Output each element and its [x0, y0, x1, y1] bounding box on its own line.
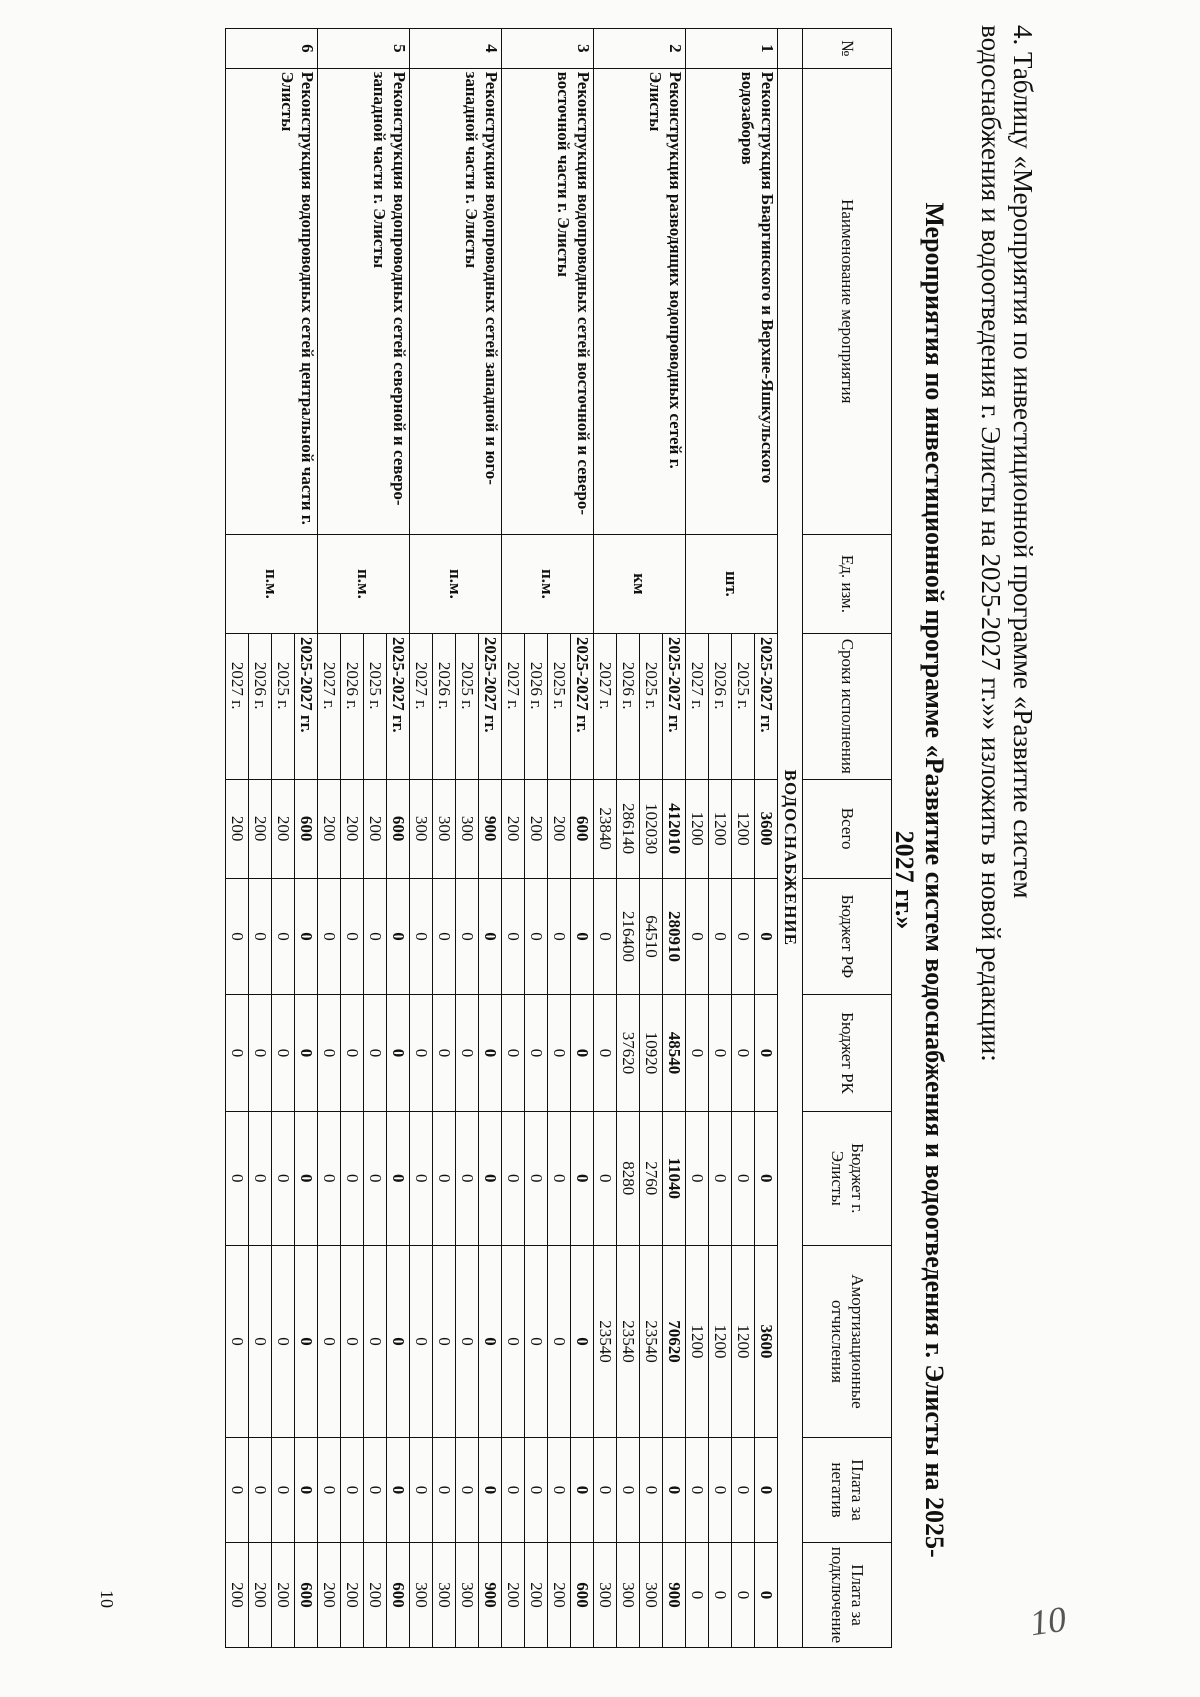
period-cell: 2027 г. [410, 633, 433, 779]
negative-fee-cell: 0 [663, 1438, 686, 1543]
connection-fee-cell: 900 [479, 1543, 502, 1648]
amortization-cell: 1200 [732, 1245, 755, 1437]
header-name: Наименование мероприятия [803, 68, 892, 534]
connection-fee-cell: 900 [663, 1543, 686, 1648]
budget-rf-cell: 0 [341, 878, 364, 995]
budget-rf-cell: 0 [295, 878, 318, 995]
negative-fee-cell: 0 [272, 1438, 295, 1543]
amortization-cell: 1200 [709, 1245, 732, 1437]
connection-fee-cell: 200 [272, 1543, 295, 1648]
period-cell: 2027 г. [502, 633, 525, 779]
budget-rk-cell: 0 [295, 995, 318, 1112]
budget-rk-cell: 0 [341, 995, 364, 1112]
budget-rf-cell: 280910 [663, 878, 686, 995]
amortization-cell: 0 [249, 1245, 272, 1437]
amortization-cell: 3600 [755, 1245, 778, 1437]
item-name: Реконструкция водопроводных сетей западной и юго-западной части г. Элисты [410, 68, 502, 534]
amortization-cell: 0 [341, 1245, 364, 1437]
budget-city-cell: 0 [594, 1111, 617, 1245]
total-cell: 200 [364, 779, 387, 878]
budget-rk-cell: 0 [364, 995, 387, 1112]
connection-fee-cell: 200 [318, 1543, 341, 1648]
budget-rf-cell: 0 [571, 878, 594, 995]
total-cell: 200 [548, 779, 571, 878]
negative-fee-cell: 0 [617, 1438, 640, 1543]
budget-rf-cell: 216400 [617, 878, 640, 995]
item-name: Реконструкция водопроводных сетей восточной и северо-восточной части г. Элисты [502, 68, 594, 534]
budget-city-cell: 0 [525, 1111, 548, 1245]
budget-rk-cell: 10920 [640, 995, 663, 1112]
amortization-cell: 0 [502, 1245, 525, 1437]
item-number: 1 [686, 29, 778, 69]
budget-rf-cell: 0 [433, 878, 456, 995]
budget-rf-cell: 64510 [640, 878, 663, 995]
period-cell: 2025 г. [640, 633, 663, 779]
budget-rk-cell: 0 [755, 995, 778, 1112]
item-name: Реконструкция водопроводных сетей центральной части г. Элисты [226, 68, 318, 534]
budget-rk-cell: 0 [686, 995, 709, 1112]
period-cell: 2025-2027 гг. [295, 633, 318, 779]
budget-city-cell: 0 [410, 1111, 433, 1245]
budget-city-cell: 8280 [617, 1111, 640, 1245]
negative-fee-cell: 0 [318, 1438, 341, 1543]
header-budget-rf: Бюджет РФ [803, 878, 892, 995]
budget-rk-cell: 0 [456, 995, 479, 1112]
budget-rf-cell: 0 [755, 878, 778, 995]
period-cell: 2025-2027 гг. [755, 633, 778, 779]
connection-fee-cell: 0 [686, 1543, 709, 1648]
budget-city-cell: 0 [272, 1111, 295, 1245]
period-cell: 2025 г. [272, 633, 295, 779]
total-cell: 102030 [640, 779, 663, 878]
total-cell: 600 [387, 779, 410, 878]
header-num: № [803, 29, 892, 69]
budget-rk-cell: 0 [571, 995, 594, 1112]
budget-city-cell: 0 [709, 1111, 732, 1245]
period-cell: 2025-2027 гг. [663, 633, 686, 779]
connection-fee-cell: 200 [502, 1543, 525, 1648]
item-number: 4 [410, 29, 502, 69]
item-name: Реконструкция Бваргинского и Верхне-Яшкульского водозаборов [686, 68, 778, 534]
connection-fee-cell: 200 [548, 1543, 571, 1648]
amortization-cell: 23540 [640, 1245, 663, 1437]
section-row [778, 29, 803, 1648]
connection-fee-cell: 300 [410, 1543, 433, 1648]
handwritten-page-mark: 10 [1027, 1598, 1069, 1644]
budget-city-cell: 0 [295, 1111, 318, 1245]
negative-fee-cell: 0 [387, 1438, 410, 1543]
amortization-cell: 23540 [617, 1245, 640, 1437]
total-cell: 1200 [686, 779, 709, 878]
amortization-cell: 0 [272, 1245, 295, 1437]
budget-city-cell: 11040 [663, 1111, 686, 1245]
budget-rk-cell: 0 [387, 995, 410, 1112]
amortization-cell: 0 [295, 1245, 318, 1437]
negative-fee-cell: 0 [502, 1438, 525, 1543]
total-cell: 600 [295, 779, 318, 878]
connection-fee-cell: 300 [433, 1543, 456, 1648]
total-cell: 200 [525, 779, 548, 878]
header-total: Всего [803, 779, 892, 878]
header-amortization: Амортизационные отчисления [803, 1245, 892, 1437]
total-cell: 900 [479, 779, 502, 878]
negative-fee-cell: 0 [456, 1438, 479, 1543]
item-name: Реконструкция разводящих водопроводных сетей г. Элисты [594, 68, 686, 534]
budget-rk-cell: 0 [502, 995, 525, 1112]
budget-rf-cell: 0 [272, 878, 295, 995]
connection-fee-cell: 0 [755, 1543, 778, 1648]
table-header-row [803, 29, 892, 1648]
negative-fee-cell: 0 [571, 1438, 594, 1543]
amortization-cell: 0 [226, 1245, 249, 1437]
item-number: 5 [318, 29, 410, 69]
period-cell: 2025 г. [548, 633, 571, 779]
header-negative-fee: Плата за негатив [803, 1438, 892, 1543]
budget-rk-cell: 0 [410, 995, 433, 1112]
item-number: 2 [594, 29, 686, 69]
period-cell: 2025-2027 гг. [479, 633, 502, 779]
amortization-cell: 23540 [594, 1245, 617, 1437]
table-row-total [755, 29, 778, 1648]
amortization-cell: 1200 [686, 1245, 709, 1437]
total-cell: 200 [226, 779, 249, 878]
item-unit: км [594, 534, 686, 633]
budget-rf-cell: 0 [364, 878, 387, 995]
budget-rk-cell: 0 [732, 995, 755, 1112]
amortization-cell: 0 [571, 1245, 594, 1437]
budget-city-cell: 2760 [640, 1111, 663, 1245]
item-number: 3 [502, 29, 594, 69]
item-unit: п.м. [318, 534, 410, 633]
budget-rk-cell: 0 [433, 995, 456, 1112]
budget-rk-cell: 0 [525, 995, 548, 1112]
budget-rf-cell: 0 [709, 878, 732, 995]
total-cell: 1200 [732, 779, 755, 878]
budget-city-cell: 0 [732, 1111, 755, 1245]
period-cell: 2026 г. [433, 633, 456, 779]
budget-rk-cell: 0 [594, 995, 617, 1112]
item-unit: п.м. [502, 534, 594, 633]
total-cell: 23840 [594, 779, 617, 878]
total-cell: 200 [341, 779, 364, 878]
item-number: 6 [226, 29, 318, 69]
period-cell: 2025-2027 гг. [571, 633, 594, 779]
period-cell: 2025 г. [364, 633, 387, 779]
negative-fee-cell: 0 [548, 1438, 571, 1543]
amortization-cell: 70620 [663, 1245, 686, 1437]
budget-rf-cell: 0 [732, 878, 755, 995]
period-cell: 2027 г. [686, 633, 709, 779]
total-cell: 200 [272, 779, 295, 878]
budget-rk-cell: 0 [226, 995, 249, 1112]
negative-fee-cell: 0 [640, 1438, 663, 1543]
section-spacer [778, 29, 803, 69]
amortization-cell: 0 [548, 1245, 571, 1437]
connection-fee-cell: 300 [456, 1543, 479, 1648]
budget-city-cell: 0 [755, 1111, 778, 1245]
total-cell: 1200 [709, 779, 732, 878]
header-unit: Ед. изм. [803, 534, 892, 633]
connection-fee-cell: 0 [732, 1543, 755, 1648]
budget-rk-cell: 0 [249, 995, 272, 1112]
budget-rf-cell: 0 [226, 878, 249, 995]
period-cell: 2027 г. [226, 633, 249, 779]
budget-rk-cell: 48540 [663, 995, 686, 1112]
negative-fee-cell: 0 [433, 1438, 456, 1543]
connection-fee-cell: 300 [617, 1543, 640, 1648]
header-connection-fee: Плата за подключение [803, 1543, 892, 1648]
negative-fee-cell: 0 [686, 1438, 709, 1543]
amortization-cell: 0 [387, 1245, 410, 1437]
budget-city-cell: 0 [686, 1111, 709, 1245]
budget-rf-cell: 0 [249, 878, 272, 995]
connection-fee-cell: 300 [594, 1543, 617, 1648]
budget-city-cell: 0 [548, 1111, 571, 1245]
period-cell: 2026 г. [617, 633, 640, 779]
table-row-total [663, 29, 686, 1648]
table-row-total [479, 29, 502, 1648]
period-cell: 2026 г. [525, 633, 548, 779]
budget-rf-cell: 0 [525, 878, 548, 995]
amortization-cell: 0 [525, 1245, 548, 1437]
budget-city-cell: 0 [456, 1111, 479, 1245]
amortization-cell: 0 [456, 1245, 479, 1437]
total-cell: 600 [571, 779, 594, 878]
period-cell: 2026 г. [709, 633, 732, 779]
section-label: ВОДОСНАБЖЕНИЕ [778, 68, 803, 1647]
header-budget-city: Бюджет г. Элисты [803, 1111, 892, 1245]
period-cell: 2025 г. [732, 633, 755, 779]
budget-rf-cell: 0 [456, 878, 479, 995]
period-cell: 2026 г. [249, 633, 272, 779]
table-row-total [571, 29, 594, 1648]
budget-rf-cell: 0 [410, 878, 433, 995]
negative-fee-cell: 0 [525, 1438, 548, 1543]
period-cell: 2027 г. [318, 633, 341, 779]
budget-rf-cell: 0 [387, 878, 410, 995]
budget-city-cell: 0 [479, 1111, 502, 1245]
negative-fee-cell: 0 [732, 1438, 755, 1543]
intro-paragraph: 4. Таблицу «Мероприятия по инвестиционной программе «Развитие систем водоснабжения и водоотведения г. Элисты на 2025-2027 гг.»» изложить в новой редакции: [976, 25, 1038, 1062]
budget-city-cell: 0 [364, 1111, 387, 1245]
total-cell: 200 [249, 779, 272, 878]
budget-city-cell: 0 [341, 1111, 364, 1245]
page-number: 10 [97, 1590, 117, 1608]
amortization-cell: 0 [433, 1245, 456, 1437]
total-cell: 200 [502, 779, 525, 878]
budget-rf-cell: 0 [318, 878, 341, 995]
period-cell: 2025-2027 гг. [387, 633, 410, 779]
connection-fee-cell: 600 [571, 1543, 594, 1648]
negative-fee-cell: 0 [295, 1438, 318, 1543]
negative-fee-cell: 0 [410, 1438, 433, 1543]
budget-rk-cell: 0 [548, 995, 571, 1112]
budget-rk-cell: 0 [709, 995, 732, 1112]
budget-city-cell: 0 [571, 1111, 594, 1245]
budget-rk-cell: 0 [318, 995, 341, 1112]
total-cell: 286140 [617, 779, 640, 878]
budget-rf-cell: 0 [686, 878, 709, 995]
budget-city-cell: 0 [318, 1111, 341, 1245]
item-unit: шт. [686, 534, 778, 633]
negative-fee-cell: 0 [479, 1438, 502, 1543]
total-cell: 300 [410, 779, 433, 878]
budget-city-cell: 0 [387, 1111, 410, 1245]
connection-fee-cell: 200 [364, 1543, 387, 1648]
budget-rf-cell: 0 [502, 878, 525, 995]
budget-city-cell: 0 [502, 1111, 525, 1245]
connection-fee-cell: 600 [295, 1543, 318, 1648]
amortization-cell: 0 [364, 1245, 387, 1437]
header-budget-rk: Бюджет РК [803, 995, 892, 1112]
table-row-total [295, 29, 318, 1648]
item-name: Реконструкция водопроводных сетей северной и северо-западной части г. Элисты [318, 68, 410, 534]
connection-fee-cell: 200 [525, 1543, 548, 1648]
negative-fee-cell: 0 [755, 1438, 778, 1543]
budget-rk-cell: 37620 [617, 995, 640, 1112]
item-unit: п.м. [226, 534, 318, 633]
investment-table [225, 28, 892, 1648]
negative-fee-cell: 0 [594, 1438, 617, 1543]
negative-fee-cell: 0 [226, 1438, 249, 1543]
header-period: Сроки исполнения [803, 633, 892, 779]
item-unit: п.м. [410, 534, 502, 633]
connection-fee-cell: 600 [387, 1543, 410, 1648]
budget-rf-cell: 0 [479, 878, 502, 995]
budget-rf-cell: 0 [594, 878, 617, 995]
budget-city-cell: 0 [433, 1111, 456, 1245]
total-cell: 412010 [663, 779, 686, 878]
connection-fee-cell: 200 [341, 1543, 364, 1648]
budget-rk-cell: 0 [272, 995, 295, 1112]
connection-fee-cell: 200 [249, 1543, 272, 1648]
budget-city-cell: 0 [249, 1111, 272, 1245]
table-row-total [387, 29, 410, 1648]
total-cell: 300 [433, 779, 456, 878]
negative-fee-cell: 0 [341, 1438, 364, 1543]
negative-fee-cell: 0 [364, 1438, 387, 1543]
period-cell: 2026 г. [341, 633, 364, 779]
amortization-cell: 0 [479, 1245, 502, 1437]
total-cell: 3600 [755, 779, 778, 878]
period-cell: 2025 г. [456, 633, 479, 779]
budget-rk-cell: 0 [479, 995, 502, 1112]
table-title: Мероприятия по инвестиционной программе «Развитие систем водоснабжения и водоотведения г. Элисты на 2025-2027 гг.» [890, 202, 949, 1558]
total-cell: 300 [456, 779, 479, 878]
amortization-cell: 0 [318, 1245, 341, 1437]
period-cell: 2027 г. [594, 633, 617, 779]
negative-fee-cell: 0 [709, 1438, 732, 1543]
connection-fee-cell: 300 [640, 1543, 663, 1648]
total-cell: 200 [318, 779, 341, 878]
budget-rf-cell: 0 [548, 878, 571, 995]
amortization-cell: 0 [410, 1245, 433, 1437]
budget-city-cell: 0 [226, 1111, 249, 1245]
negative-fee-cell: 0 [249, 1438, 272, 1543]
connection-fee-cell: 0 [709, 1543, 732, 1648]
connection-fee-cell: 200 [226, 1543, 249, 1648]
